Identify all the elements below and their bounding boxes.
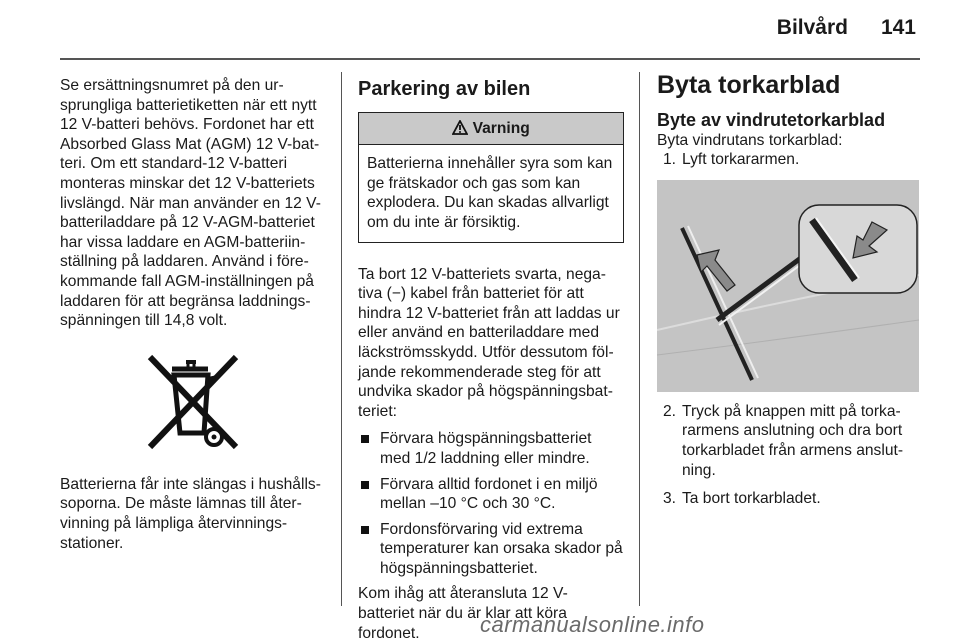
wiper-blade-illustration bbox=[657, 180, 919, 392]
step-list bbox=[657, 150, 921, 170]
list-item: Fordonsförvaring vid extrema temperaturer kan orsaka skador på högspänningsbatteriet. bbox=[358, 520, 624, 579]
wiper-heading: Byta torkarblad bbox=[657, 71, 841, 99]
disconnect-battery-paragraph: Ta bort 12 V-batteriets svarta, negativa (−) kabel från batteriet för att hindra 12 V-batteriet från att laddas ur eller använd en batteriladdare med läckströmsskydd. Utför dessutom följande rekommenderade steg för att undvika skador på högspänningsbatteriet: bbox=[358, 265, 620, 420]
reconnect-paragraph: Kom ihåg att återansluta 12 V-batteriet när du är klar att köra fordonet. bbox=[358, 585, 568, 642]
crossed-out-wheelie-bin-icon bbox=[144, 353, 244, 453]
header-rule bbox=[60, 58, 920, 60]
battery-replacement-paragraph: Se ersättningsnumret på den ursprungliga batterietiketten när ett nytt 12 V-batteri behövs. Fordonet har ett Absorbed Glass Mat (AGM) 12 V-batteri. Om ett standard-12 V-batteri monteras minskar det 12 V-batteriets livslängd. När man använder en 12 V-batteriladdare på 12 V-AGM-batteriet har vissa laddare en AGM-batteriinställning på laddaren. Använd i förekommande fall AGM-inställningen på laddaren för att begränsa laddningsspänningen till 14,8 volt. bbox=[60, 77, 321, 330]
section-title: Bilvård bbox=[776, 16, 848, 39]
warning-header bbox=[359, 113, 623, 146]
warning-box bbox=[358, 112, 624, 243]
warning-text: Batterierna innehåller syra som kan ge frätskador och gas som kan explodera. Du kan skadas allvarligt om du inte är försiktig. bbox=[367, 155, 613, 231]
bullet-square-icon bbox=[361, 435, 369, 443]
storage-bullet-list bbox=[358, 429, 624, 578]
warning-title: Varning bbox=[472, 119, 530, 137]
page-header bbox=[0, 0, 960, 62]
step-item: 3. Ta bort torkarbladet. bbox=[663, 490, 821, 508]
warning-triangle-icon bbox=[452, 120, 468, 135]
column-divider bbox=[341, 72, 342, 606]
step-item: 1. Lyft torkararmen. bbox=[663, 151, 800, 169]
step-item: 2. Tryck på knappen mitt på torkararmens anslutning och dra bort torkarbladet från armens anslutning. bbox=[663, 402, 904, 479]
step-list bbox=[657, 402, 921, 509]
watermark: carmanualsonline.info bbox=[480, 612, 705, 637]
page-number: 141 bbox=[880, 16, 916, 39]
column-middle bbox=[358, 76, 624, 643]
column-right bbox=[657, 71, 921, 509]
bullet-square-icon bbox=[361, 481, 369, 489]
bullet-square-icon bbox=[361, 526, 369, 534]
windscreen-wiper-subheading: Byte av vindrutetorkarblad bbox=[657, 109, 886, 130]
parking-heading: Parkering av bilen bbox=[358, 78, 531, 100]
recycling-paragraph: Batterierna får inte slängas i hushållssoporna. De måste lämnas till återvinning på lämpliga återvinningsstationer. bbox=[60, 475, 321, 552]
list-item: Förvara högspänningsbatteriet med 1/2 laddning eller mindre. bbox=[358, 429, 624, 468]
wiper-intro: Byta vindrutans torkarblad: bbox=[657, 131, 843, 149]
column-left bbox=[60, 76, 325, 553]
list-item: Förvara alltid fordonet i en miljö mellan –10 °C och 30 °C. bbox=[358, 475, 624, 514]
column-divider bbox=[639, 72, 640, 606]
